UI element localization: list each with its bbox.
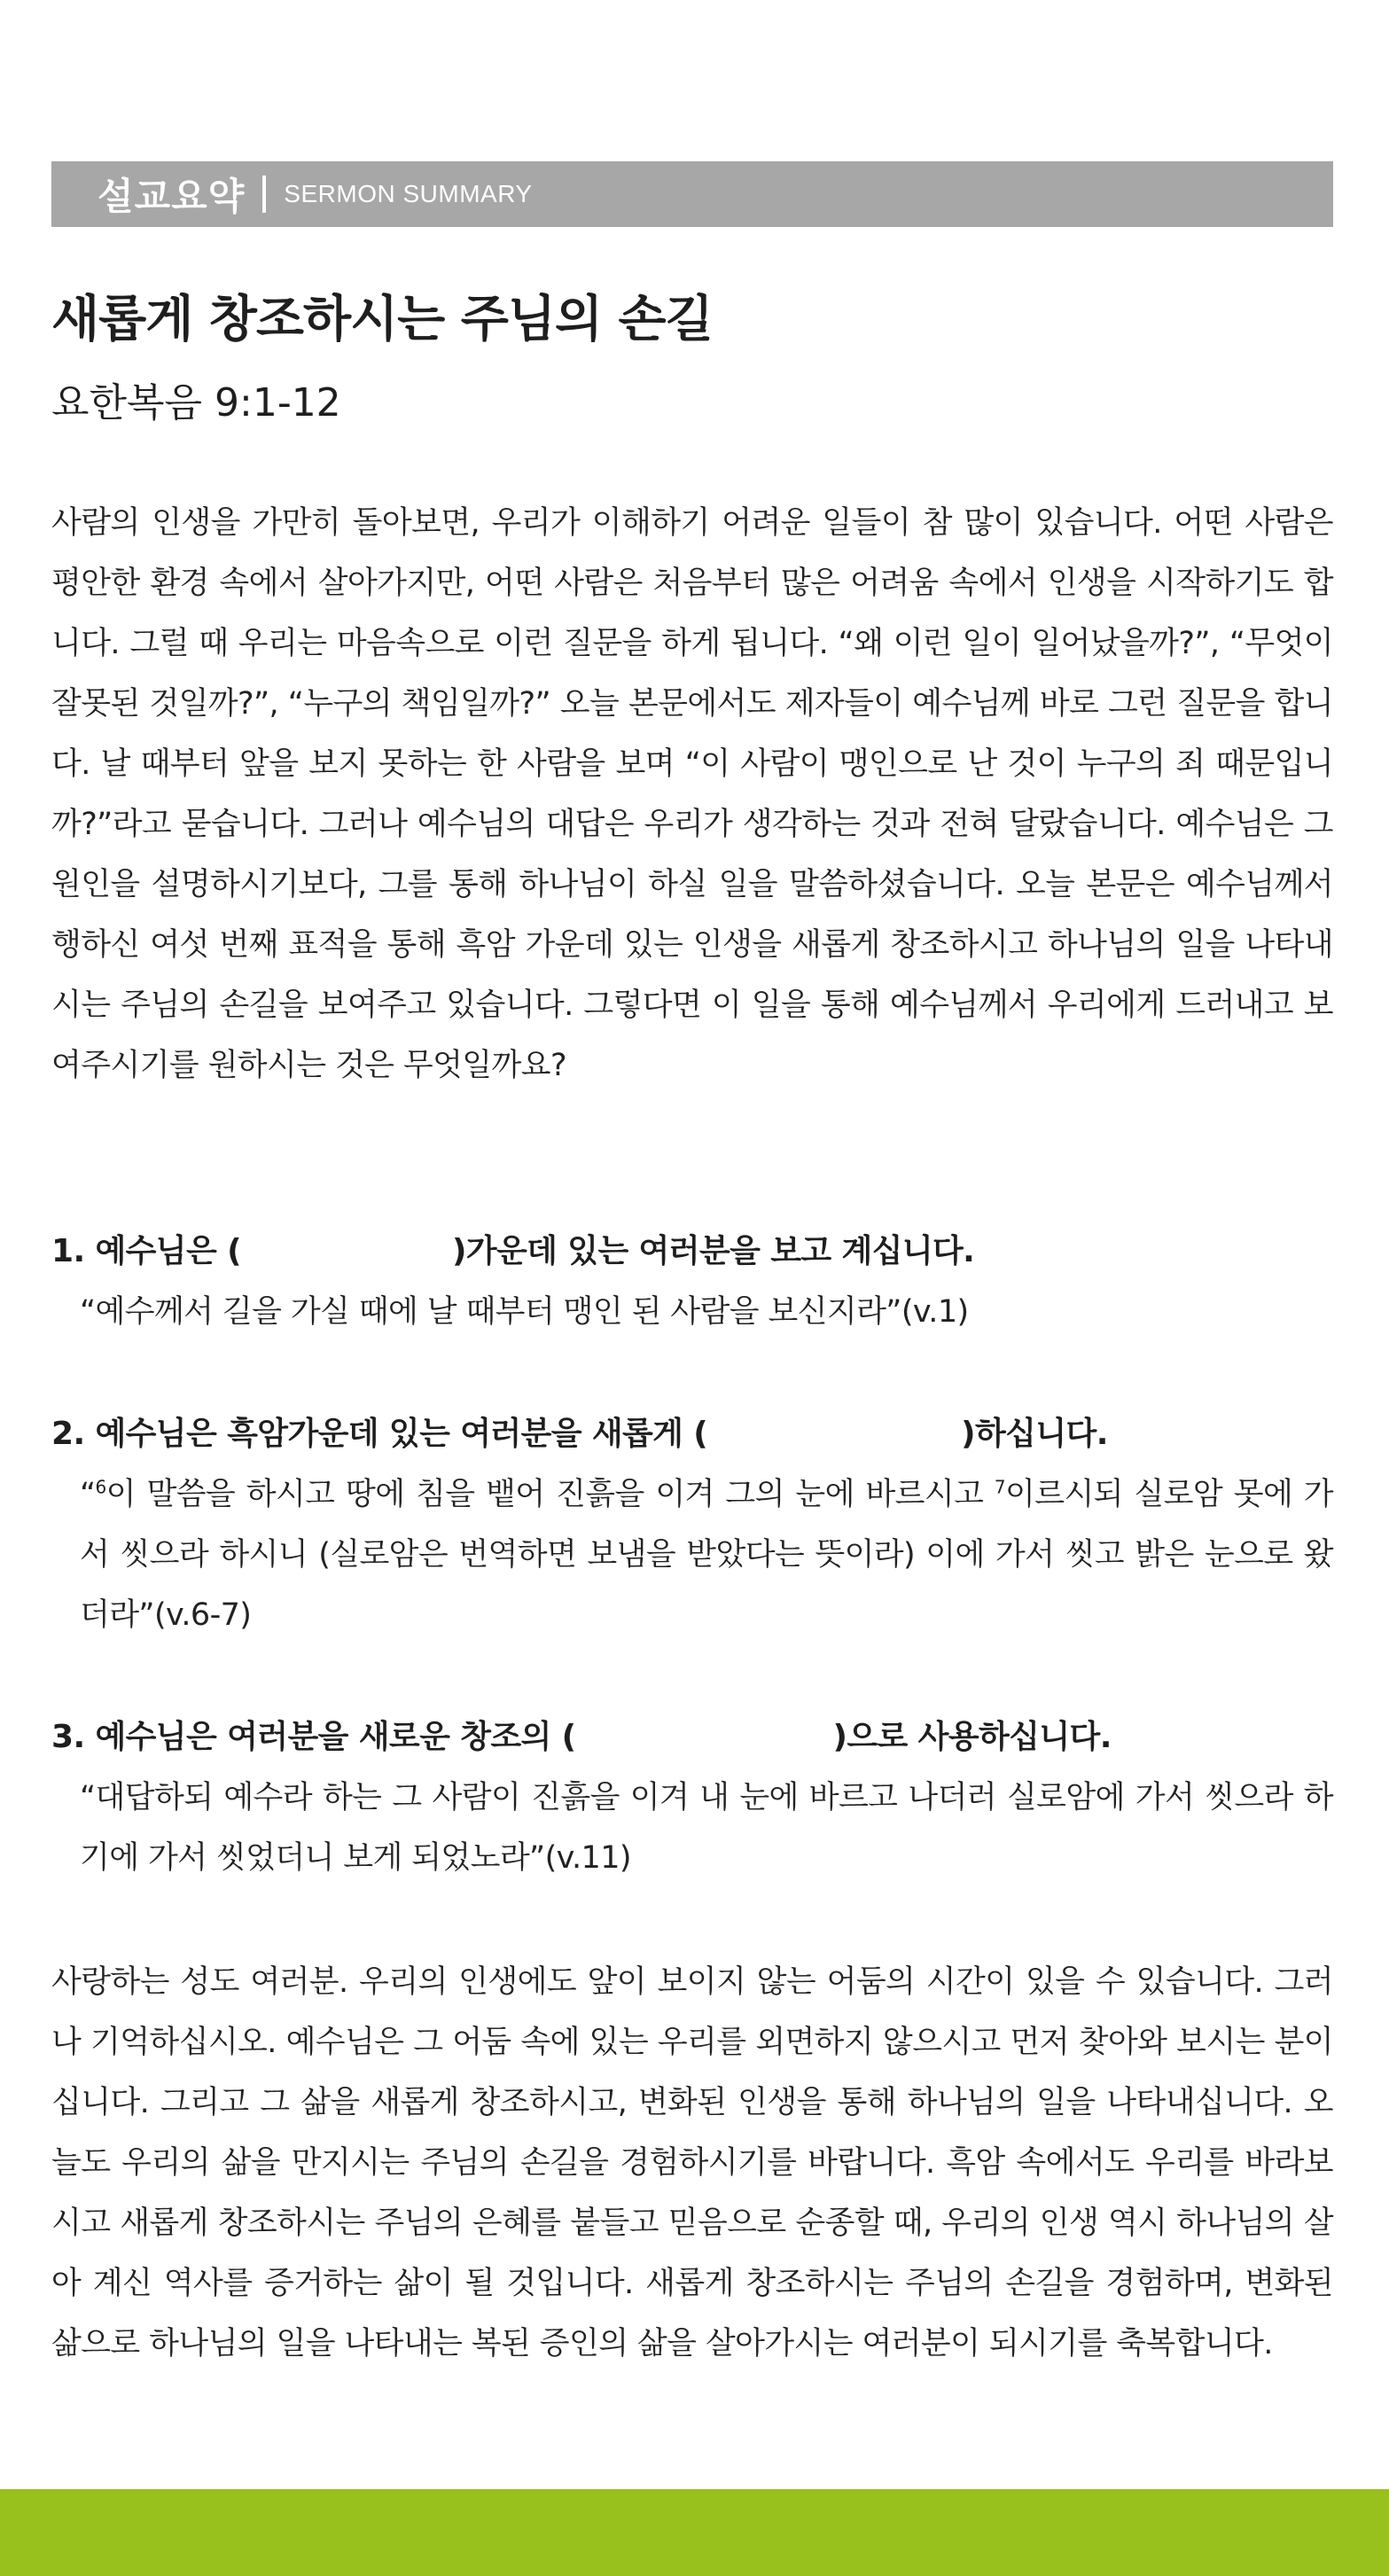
point-scripture-quote: “예수께서 길을 가실 때에 날 때부터 맹인 된 사람을 보신지라”(v.1) bbox=[80, 1294, 969, 1330]
point-heading-start: 2. 예수님은 흑암가운데 있는 여러분을 새롭게 ( bbox=[51, 1416, 708, 1452]
point-heading-end: )으로 사용하십니다. bbox=[832, 1719, 1112, 1755]
sermon-point-1 bbox=[51, 1222, 1333, 1342]
scripture-reference: 요한복음 9:1-12 bbox=[51, 380, 341, 425]
point-scripture-quote bbox=[51, 1464, 1333, 1645]
point-heading bbox=[51, 1707, 1333, 1768]
verse-number: 7 bbox=[994, 1476, 1006, 1498]
sermon-title: 새롭게 창조하시는 주님의 손길 bbox=[51, 291, 713, 348]
point-heading-end: )가운데 있는 여러분을 보고 계십니다. bbox=[451, 1233, 975, 1269]
section-header-bar bbox=[51, 161, 1333, 227]
point-heading-start: 3. 예수님은 여러분을 새로운 창조의 ( bbox=[51, 1719, 576, 1755]
header-divider bbox=[262, 176, 266, 213]
verse-number: 6 bbox=[95, 1476, 106, 1498]
point-heading bbox=[51, 1404, 1333, 1464]
point-scripture-quote: “대답하되 예수라 하는 그 사람이 진흙을 이겨 내 눈에 바르고 나더러 실로암에 가서 씻으라 하기에 가서 씻었더니 보게 되었노라”(v.11) bbox=[80, 1780, 1333, 1876]
quote-text: 이 말씀을 하시고 땅에 침을 뱉어 진흙을 이겨 그의 눈에 바르시고 bbox=[105, 1477, 995, 1512]
quote-open-mark: “ bbox=[80, 1477, 96, 1512]
point-heading-end: )하십니다. bbox=[961, 1416, 1108, 1452]
sermon-point-2 bbox=[51, 1404, 1333, 1645]
closing-paragraph: 사랑하는 성도 여러분. 우리의 인생에도 앞이 보이지 않는 어둠의 시간이 있을 수 있습니다. 그러나 기억하십시오. 예수님은 그 어둠 속에 있는 우리를 외면하지 않으시고 먼저 찾아와 보시는 분이십니다. 그리고 그 삶을 새롭게 창조하시고, 변화된 인생을 통해 하나님의 일을 나타내십니다. 오늘도 우리의 삶을 만지시는 주님의 손길을 경험하시기를 바랍니다. 흑암 속에서도 우리를 바라보시고 새롭게 창조하시는 주님의 은혜를 붙들고 믿음으로 순종할 때, 우리의 인생 역시 하나님의 살아 계신 역사를 증거하는 삶이 될 것입니다. 새롭게 창조하시는 주님의 손길을 경험하며, 변화된 삶으로 하나님의 일을 나타내는 복된 증인의 삶을 살아가시는 여러분이 되시기를 축복합니다. bbox=[51, 1964, 1333, 2361]
sermon-point-3 bbox=[51, 1707, 1333, 1888]
point-heading bbox=[51, 1222, 1333, 1282]
intro-paragraph: 사람의 인생을 가만히 돌아보면, 우리가 이해하기 어려운 일들이 참 많이 있습니다. 어떤 사람은 평안한 환경 속에서 살아가지만, 어떤 사람은 처음부터 많은 어려움 속에서 인생을 시작하기도 합니다. 그럴 때 우리는 마음속으로 이런 질문을 하게 됩니다. “왜 이런 일이 일어났을까?”, “무엇이 잘못된 것일까?”, “누구의 책임일까?” 오늘 본문에서도 제자들이 예수님께 바로 그런 질문을 합니다. 날 때부터 앞을 보지 못하는 한 사람을 보며 “이 사람이 맹인으로 난 것이 누구의 죄 때문입니까?”라고 묻습니다. 그러나 예수님의 대답은 우리가 생각하는 것과 전혀 달랐습니다. 예수님은 그 원인을 설명하시기보다, 그를 통해 하나님이 하실 일을 말씀하셨습니다. 오늘 본문은 예수님께서 행하신 여섯 번째 표적을 통해 흑암 가운데 있는 인생을 새롭게 창조하시고 하나님의 일을 나타내시는 주님의 손길을 보여주고 있습니다. 그렇다면 이 일을 통해 예수님께서 우리에게 드러내고 보여주시기를 원하시는 것은 무엇일까요? bbox=[51, 505, 1333, 1083]
section-label-english: SERMON SUMMARY bbox=[284, 180, 533, 207]
point-heading-start: 1. 예수님은 ( bbox=[51, 1233, 241, 1269]
quote-text: 이르시되 실로암 못에 가서 씻으라 하시니 (실로암은 번역하면 보냄을 받았다는 뜻이라) 이에 가서 씻고 밝은 눈으로 왔더라”(v.6-7) bbox=[80, 1477, 1333, 1633]
section-label-korean: 설교요약 bbox=[98, 175, 246, 218]
footer-bar bbox=[0, 2489, 1389, 2576]
